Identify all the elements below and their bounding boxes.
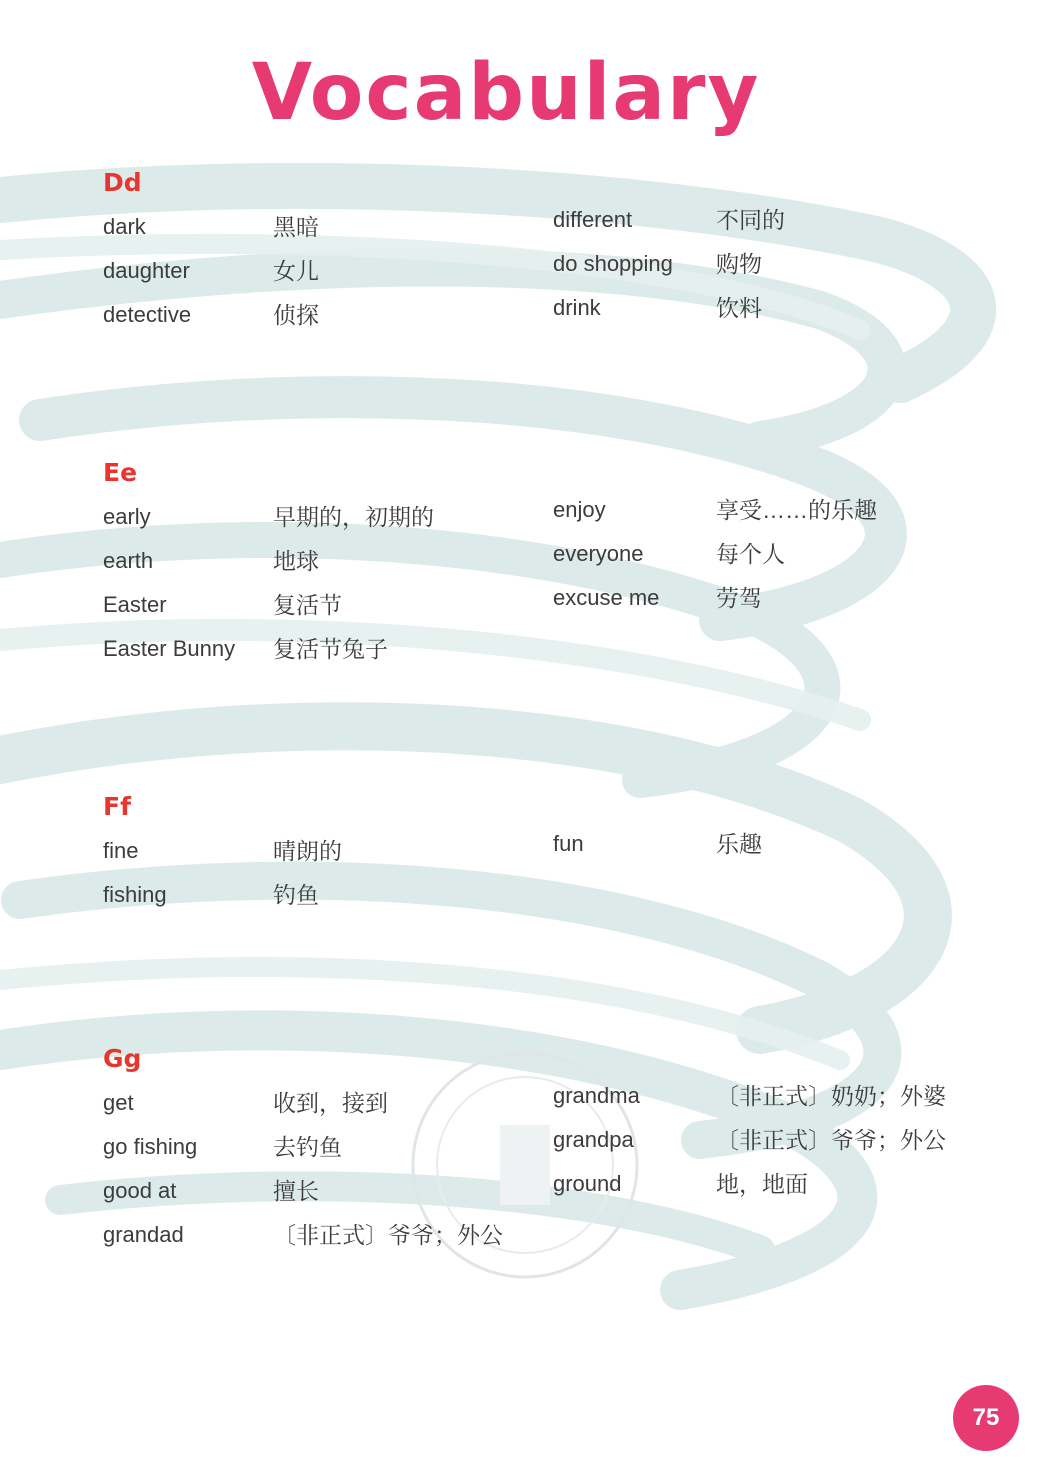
vocab-meaning: 黑暗	[273, 214, 319, 240]
vocab-word: Easter Bunny	[103, 636, 236, 661]
vocab-meaning: 女儿	[273, 258, 319, 284]
vocab-word: dark	[103, 214, 146, 239]
vocab-column-right	[553, 206, 973, 338]
vocab-entry	[103, 1089, 523, 1133]
vocab-meaning: 〔非正式〕奶奶；外婆	[716, 1083, 946, 1109]
vocab-word: everyone	[553, 541, 644, 566]
vocab-meaning: 地球	[273, 548, 319, 574]
vocab-meaning: 钓鱼	[273, 882, 319, 908]
vocab-meaning: 每个人	[716, 541, 785, 567]
section-letter: Gg	[103, 1044, 142, 1073]
vocab-entry	[103, 213, 523, 257]
vocab-entry	[553, 540, 973, 584]
vocab-word: get	[103, 1090, 134, 1115]
vocab-meaning: 乐趣	[716, 831, 762, 857]
vocab-entry	[103, 301, 523, 345]
vocab-column-left	[103, 503, 523, 679]
vocab-entry	[103, 547, 523, 591]
vocab-entry	[103, 881, 523, 925]
vocab-meaning: 不同的	[716, 207, 785, 233]
vocab-entry	[103, 1133, 523, 1177]
vocab-entry	[103, 257, 523, 301]
vocab-word: drink	[553, 295, 601, 320]
vocab-entry	[553, 1170, 973, 1214]
section-letter: Ff	[103, 792, 131, 821]
vocab-word: excuse me	[553, 585, 660, 610]
vocab-meaning: 地，地面	[716, 1171, 808, 1197]
vocab-meaning: 擅长	[273, 1178, 319, 1204]
vocab-word: fine	[103, 838, 139, 863]
vocab-entry	[103, 837, 523, 881]
vocab-entry	[103, 635, 523, 679]
vocab-meaning: 购物	[716, 251, 762, 277]
vocab-column-right	[553, 496, 973, 628]
vocab-meaning: 饮料	[716, 295, 762, 321]
vocab-column-left	[103, 1089, 523, 1265]
vocab-entry	[553, 830, 973, 874]
vocab-entry	[553, 206, 973, 250]
vocab-meaning: 去钓鱼	[273, 1134, 342, 1160]
vocab-column-right	[553, 830, 973, 874]
page-number-badge: 75	[953, 1385, 1019, 1451]
vocab-word: fishing	[103, 882, 167, 907]
vocab-word: grandad	[103, 1222, 184, 1247]
vocab-word: go fishing	[103, 1134, 198, 1159]
vocab-column-right	[553, 1082, 973, 1214]
vocab-meaning: 复活节	[273, 592, 342, 618]
vocab-word: fun	[553, 831, 584, 856]
vocab-word: detective	[103, 302, 192, 327]
vocab-entry	[553, 1082, 973, 1126]
vocab-word: do shopping	[553, 251, 673, 276]
page-title: Vocabulary	[251, 48, 761, 138]
vocab-word: good at	[103, 1178, 177, 1203]
vocab-entry	[103, 503, 523, 547]
vocab-entry	[103, 591, 523, 635]
vocab-word: different	[553, 207, 633, 232]
vocab-meaning: 〔非正式〕爷爷；外公	[716, 1127, 946, 1153]
vocab-entry	[553, 1126, 973, 1170]
vocab-word: grandpa	[553, 1127, 634, 1152]
vocab-word: daughter	[103, 258, 190, 283]
section-letter: Dd	[103, 168, 142, 197]
vocab-entry	[553, 496, 973, 540]
section-letter: Ee	[103, 458, 138, 487]
vocab-meaning: 〔非正式〕爷爷；外公	[273, 1222, 503, 1248]
vocab-word: ground	[553, 1171, 622, 1196]
vocab-entry	[553, 294, 973, 338]
vocab-meaning: 劳驾	[716, 585, 762, 611]
vocab-column-left	[103, 837, 523, 925]
vocab-meaning: 早期的，初期的	[273, 504, 434, 530]
vocab-word: enjoy	[553, 497, 606, 522]
vocab-meaning: 享受……的乐趣	[716, 497, 877, 523]
vocab-word: earth	[103, 548, 154, 573]
vocab-word: grandma	[553, 1083, 640, 1108]
vocab-word: Easter	[103, 592, 167, 617]
vocab-entry	[553, 250, 973, 294]
vocab-entry	[103, 1177, 523, 1221]
vocab-meaning: 收到，接到	[273, 1090, 388, 1116]
vocab-entry	[103, 1221, 523, 1265]
vocab-entry	[553, 584, 973, 628]
vocab-meaning: 复活节兔子	[273, 636, 388, 662]
vocab-word: early	[103, 504, 151, 529]
vocab-meaning: 晴朗的	[273, 838, 342, 864]
vocab-column-left	[103, 213, 523, 345]
vocab-meaning: 侦探	[273, 302, 319, 328]
